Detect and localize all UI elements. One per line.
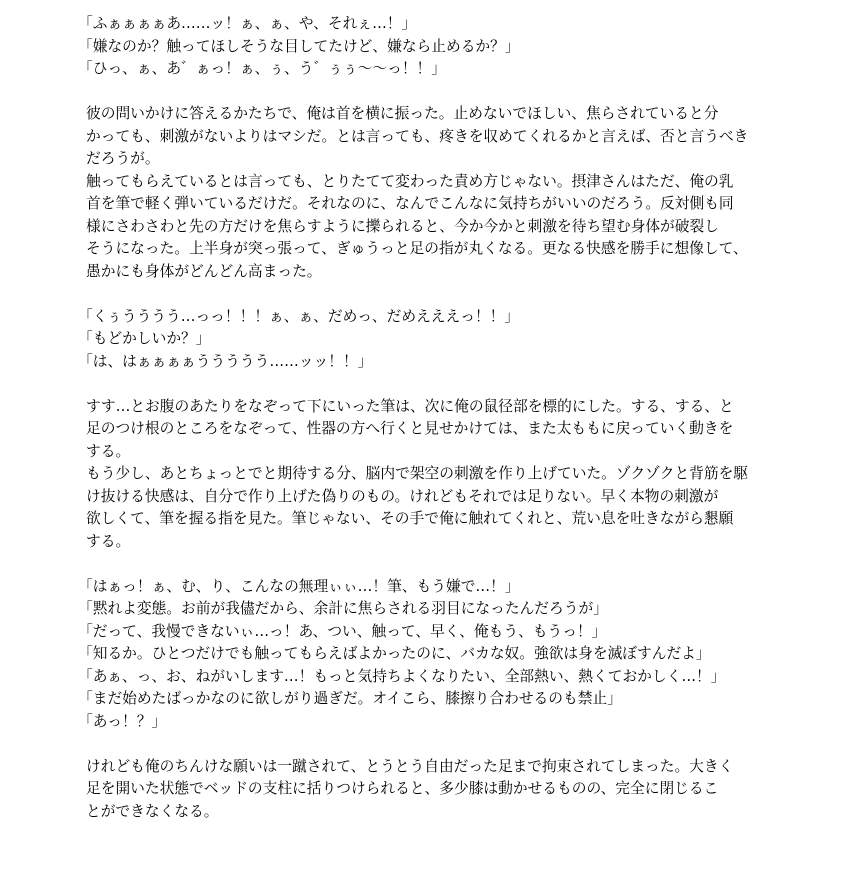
dialogue-line: 「ふぁぁぁぁあ……ッ！ぁ、ぁ、や、それぇ…！」	[78, 15, 417, 32]
paragraph-gap	[0, 733, 867, 756]
paragraph-gap	[0, 283, 867, 306]
prose-line: 愚かにも身体がどんどん高まった。	[86, 262, 322, 280]
prose-line: 触ってもらえているとは言っても、とりたてて変わった責め方じゃない。摂津さんはただ、俺の乳	[86, 172, 734, 190]
dialogue-line: 「もどかしいか？」	[78, 330, 211, 347]
dialogue-block-2	[0, 306, 867, 374]
paragraph-gap	[0, 553, 867, 576]
dialogue-line: 「まだ始めたばっかなのに欲しがり過ぎだ。オイこら、膝擦り合わせるのも禁止」	[78, 690, 622, 707]
paragraph-gap	[0, 81, 867, 104]
dialogue-line: 「くぅうううう…っっ！！！ぁ、ぁ、だめっ、だめえええっ！！」	[78, 307, 520, 325]
dialogue-line: 「だって、我慢できないぃ…っ！あ、つい、触って、早く、俺もう、もうっ！」	[78, 622, 607, 640]
prose-line: すす…とお腹のあたりをなぞって下にいった筆は、次に俺の鼠径部を標的にした。する、する、と	[86, 397, 734, 415]
dialogue-block-3	[0, 576, 867, 734]
prose-line: そうになった。上半身が突っ張って、ぎゅうっと足の指が丸くなる。更なる快感を勝手に想像して、	[86, 240, 748, 257]
dialogue-line: 「あっ！？」	[78, 712, 167, 730]
prose-line: 足を開いた状態でベッドの支柱に括りつけられると、多少膝は動かせるものの、完全に閉じるこ	[86, 780, 719, 797]
dialogue-line: 「あぁ、っ、お、ねがいします…！もっと気持ちよくなりたい、全部熱い、熱くておかしく…！」	[78, 667, 726, 685]
prose-line: する。	[86, 442, 131, 460]
dialogue-line: 「黙れよ変態。お前が我儘だから、余計に焦らされる羽目になったんだろうが」	[78, 600, 608, 617]
prose-line: かっても、刺激がないよりはマシだ。とは言っても、疼きを収めてくれるかと言えば、否と言うべき	[86, 127, 749, 145]
prose-line: 欲しくて、筆を握る指を見た。筆じゃない、その手で俺に触れてくれと、荒い息を吐きながら懇願	[86, 510, 734, 527]
dialogue-line: 「は、はぁぁぁぁううううう……ッッ！！」	[78, 352, 373, 370]
dialogue-line: 「嫌なのか？触ってほしそうな目してたけど、嫌なら止めるか？」	[78, 37, 520, 55]
dialogue-line: 「知るか。ひとつだけでも触ってもらえばよかったのに、バカな奴。強欲は身を滅ぼすんだよ」	[78, 645, 711, 662]
paragraph-gap	[0, 373, 867, 396]
prose-line: もう少し、あとちょっとでと期待する分、脳内で架空の刺激を作り上げていた。ゾクゾクと背筋を駆	[86, 465, 749, 482]
prose-line: とができなくなる。	[86, 802, 219, 820]
prose-line: けれども俺のちんけな願いは一蹴されて、とうとう自由だった足まで拘束されてしまった。大きく	[86, 757, 734, 775]
dialogue-line: 「はぁっ！ぁ、む、り、こんなの無理ぃぃ…！筆、もう嫌で…！」	[78, 577, 520, 595]
prose-line: け抜ける快感は、自分で作り上げた偽りのもの。けれどもそれでは足りない。早く本物の刺激が	[86, 487, 719, 505]
prose-line: 様にさわさわと先の方だけを焦らすように擽られると、今か今かと刺激を待ち望む身体が破裂し	[86, 217, 719, 235]
prose-block-2	[0, 396, 867, 554]
prose-block-3	[0, 756, 867, 824]
prose-line: 彼の問いかけに答えるかたちで、俺は首を横に振った。止めないでほしい、焦らされていると分	[86, 105, 719, 122]
dialogue-line: 「ひっ、ぁ、あ゛ぁっ！ぁ、ぅ、う゛ぅぅ〜〜っ！！」	[78, 60, 446, 77]
prose-line: 足のつけ根のところをなぞって、性器の方へ行くと見せかけては、また太ももに戻っていく動きを	[86, 420, 734, 437]
dialogue-block-1	[0, 13, 867, 81]
prose-block-1	[0, 103, 867, 283]
prose-line: する。	[86, 532, 131, 550]
prose-line: 首を筆で軽く弾いているだけだ。それなのに、なんでこんなに気持ちがいいのだろう。反対側も同	[86, 195, 734, 212]
prose-line: だろうが。	[86, 150, 160, 167]
